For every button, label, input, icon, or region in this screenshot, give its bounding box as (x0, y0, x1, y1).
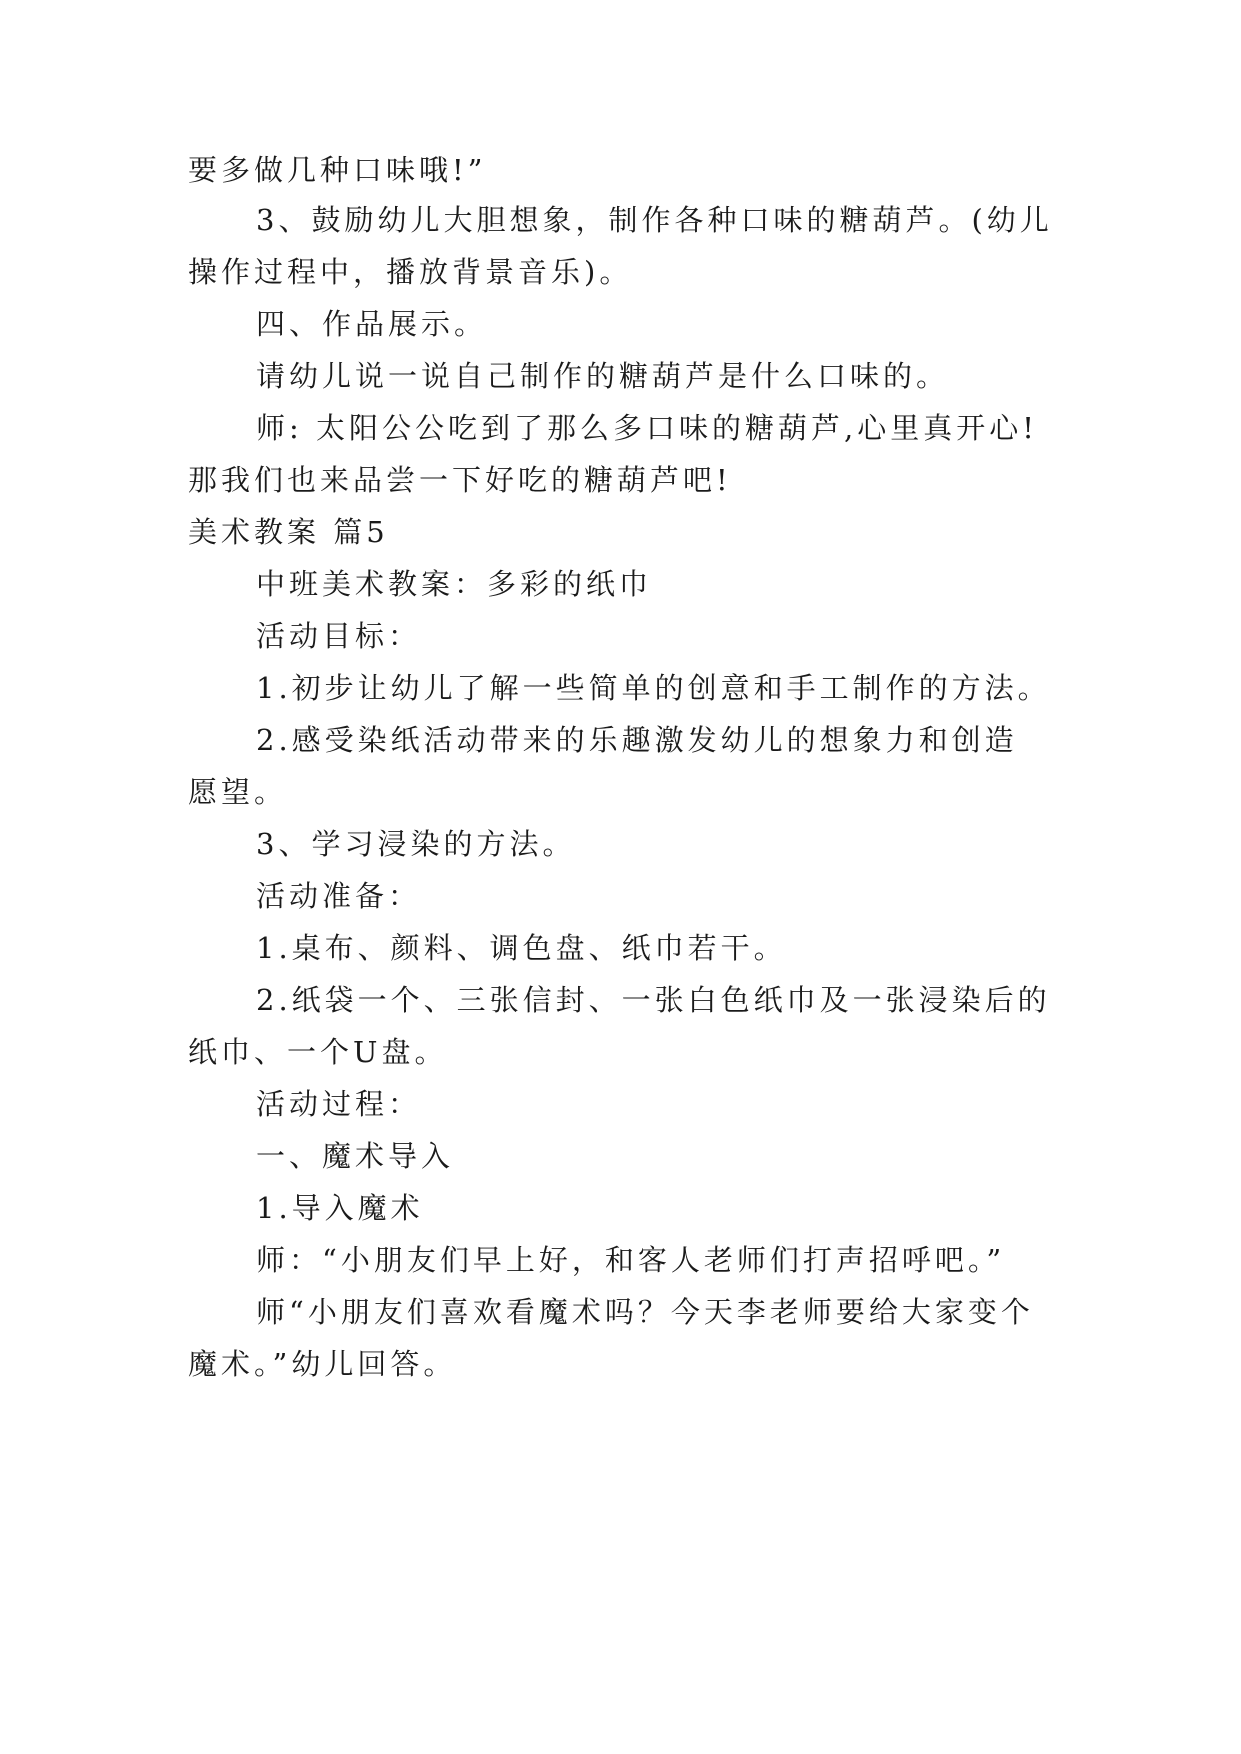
text-line: 3、鼓励幼儿大胆想象，制作各种口味的糖葫芦。(幼儿 (256, 203, 1053, 237)
article-heading: 美术教案 篇5 (188, 515, 389, 549)
section-heading: 活动过程： (256, 1087, 422, 1121)
section-heading: 活动准备： (256, 879, 422, 913)
text-line: 1.导入魔术 (256, 1191, 424, 1225)
text-line: 师“小朋友们喜欢看魔术吗？今天李老师要给大家变个 (256, 1295, 1034, 1329)
text-line: 愿望。 (188, 775, 288, 809)
text-line: 1.桌布、颜料、调色盘、纸巾若干。 (256, 931, 787, 965)
text-line: 魔术。”幼儿回答。 (188, 1347, 457, 1381)
text-line: 要多做几种口味哦!” (188, 153, 487, 187)
section-heading: 四、作品展示。 (256, 307, 488, 341)
text-line: 1.初步让幼儿了解一些简单的创意和手工制作的方法。 (256, 671, 1051, 705)
text-line: 师：“小朋友们早上好，和客人老师们打声招呼吧。” (256, 1243, 1006, 1277)
lesson-title: 中班美术教案：多彩的纸巾 (256, 567, 653, 601)
text-line: 操作过程中，播放背景音乐)。 (188, 255, 633, 289)
text-line: 纸巾、一个U盘。 (188, 1035, 448, 1069)
text-line: 请幼儿说一说自己制作的糖葫芦是什么口味的。 (256, 359, 950, 393)
text-line: 2.感受染纸活动带来的乐趣激发幼儿的想象力和创造 (256, 723, 1018, 757)
text-line: 2.纸袋一个、三张信封、一张白色纸巾及一张浸染后的 (256, 983, 1051, 1017)
section-heading: 活动目标： (256, 619, 422, 653)
section-heading: 一、魔术导入 (256, 1139, 455, 1173)
text-line: 师: 太阳公公吃到了那么多口味的糖葫芦,心里真开心! (256, 411, 1038, 445)
text-line: 3、学习浸染的方法。 (256, 827, 576, 861)
text-line: 那我们也来品尝一下好吃的糖葫芦吧! (188, 463, 732, 497)
